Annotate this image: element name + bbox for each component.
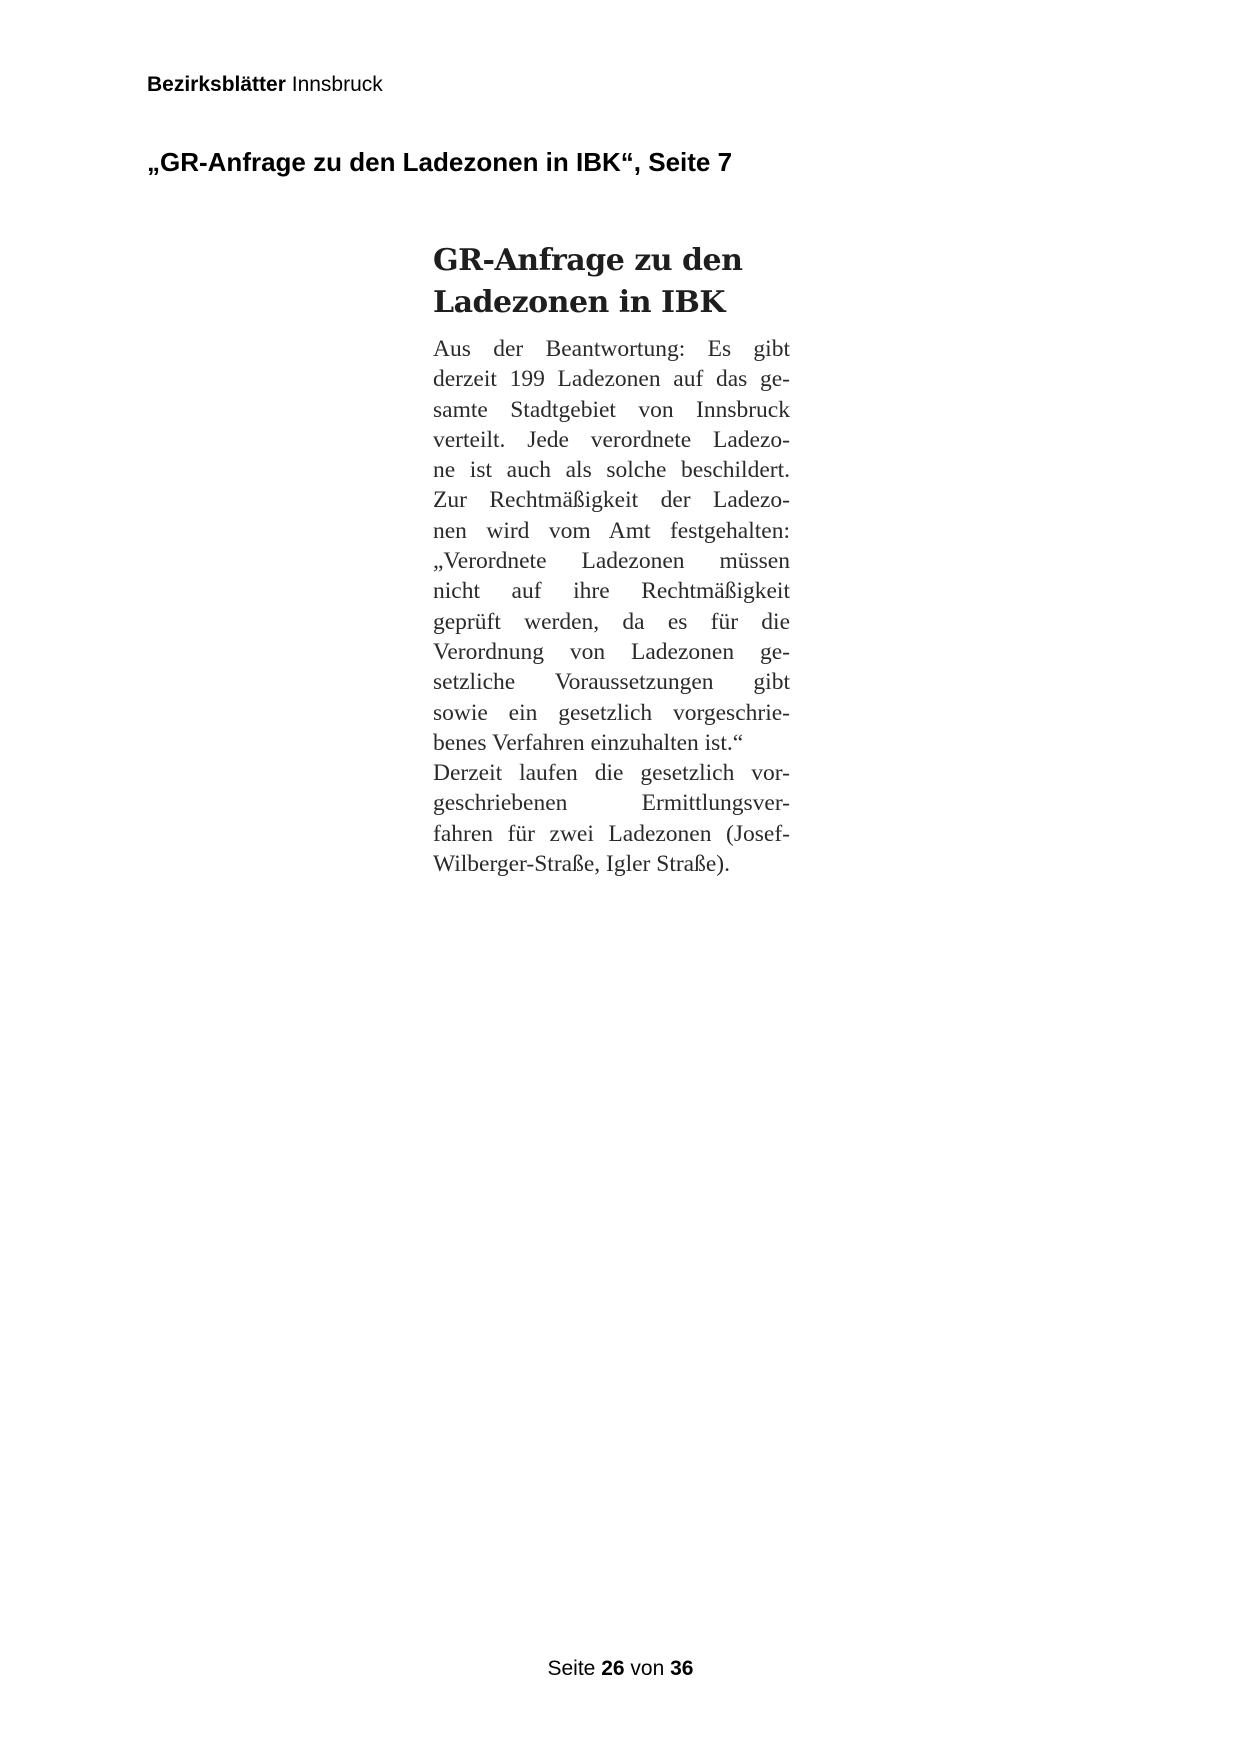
- body-line: samte Stadtgebiet von Innsbruck: [433, 396, 790, 423]
- body-line: ne ist auch als solche beschildert.: [433, 457, 790, 484]
- body-line: geprüft werden, da es für die: [433, 608, 790, 635]
- body-line: Verordnung von Ladezonen ge-: [433, 638, 790, 665]
- clipping-body: [433, 334, 790, 879]
- region-name: Innsbruck: [291, 73, 383, 96]
- body-line: Zur Rechtmäßigkeit der Ladezo-: [433, 487, 790, 514]
- headline-line: GR-Anfrage zu den: [433, 243, 743, 278]
- body-line: „Verordnete Ladezonen müssen: [433, 548, 790, 575]
- body-line: geschriebenen Ermittlungsver-: [433, 790, 790, 817]
- body-line: Wilberger-Straße, Igler Straße).: [433, 851, 730, 878]
- body-line: Derzeit laufen die gesetzlich vor-: [433, 760, 790, 787]
- article-reference: „GR-Anfrage zu den Ladezonen in IBK“, Seite 7: [147, 147, 733, 177]
- current-page-number: 26: [601, 1657, 625, 1680]
- headline-line: Ladezonen in IBK: [433, 285, 725, 320]
- body-line: Aus der Beantwortung: Es gibt: [433, 336, 790, 362]
- clipping-headline: [433, 240, 790, 324]
- body-line: verteilt. Jede verordnete Ladezo-: [433, 426, 790, 453]
- of-word: von: [630, 1657, 665, 1680]
- body-line: sowie ein gesetzlich vorgeschrie-: [433, 699, 790, 726]
- source-line: [147, 72, 383, 98]
- page-word: Seite: [547, 1657, 596, 1680]
- body-line: fahren für zwei Ladezonen (Josef-: [433, 820, 790, 847]
- publication-name: Bezirksblätter: [147, 73, 286, 96]
- body-line: derzeit 199 Ladezonen auf das ge-: [433, 366, 790, 393]
- newspaper-clipping: [433, 240, 790, 879]
- body-line: nen wird vom Amt festgehalten:: [433, 517, 790, 544]
- body-line: nicht auf ihre Rechtmäßigkeit: [433, 578, 790, 605]
- page-number-footer: [0, 1656, 1241, 1682]
- body-line: setzliche Voraussetzungen gibt: [433, 669, 790, 696]
- body-line: benes Verfahren einzuhalten ist.“: [433, 729, 744, 756]
- total-pages-number: 36: [670, 1657, 694, 1680]
